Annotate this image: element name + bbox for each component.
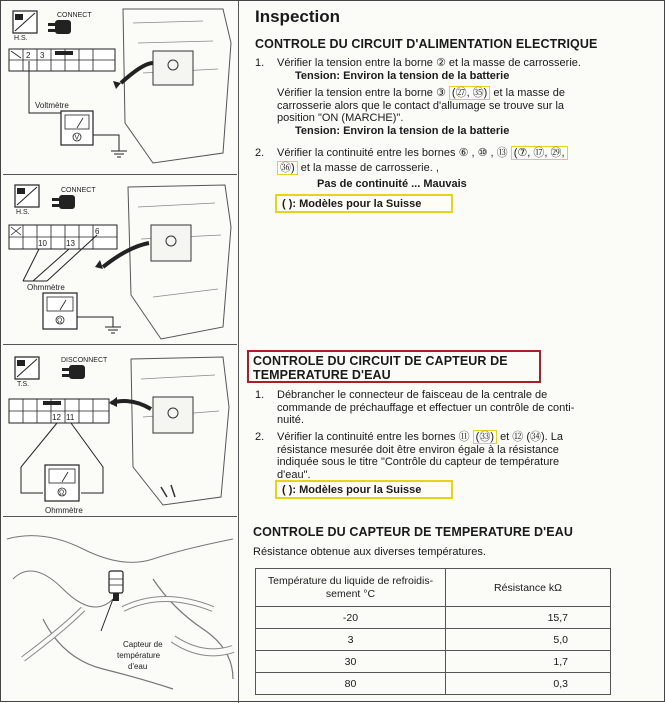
resistance-table <box>255 568 611 695</box>
section-title-box <box>247 350 541 383</box>
step-text: indiquée sous le titre "Contrôle du capteur de température <box>277 456 560 468</box>
header-temperature <box>256 569 446 607</box>
ohmmeter-icon <box>45 465 79 501</box>
step-text <box>277 162 659 175</box>
cell-temperature: 3 <box>256 629 446 651</box>
swiss-note: ( ): Modèles pour la Suisse <box>282 198 422 210</box>
step-text: commande de préchauffage et effectuer un contrôle de conti- <box>277 401 575 414</box>
pin-label: 12 <box>52 413 61 422</box>
ecu-unit <box>151 225 191 261</box>
badge-icon <box>15 185 39 207</box>
swiss-note-box <box>275 480 453 499</box>
connector-plug-icon <box>62 365 85 379</box>
step-text-part: et la masse de <box>493 87 565 99</box>
cell-temperature: 80 <box>256 673 446 695</box>
step-text-part: Vérifier la tension entre la borne ③ <box>277 87 446 99</box>
badge-label: H.S. <box>14 35 28 42</box>
connect-label: CONNECT <box>61 187 96 194</box>
figures-column <box>1 1 239 703</box>
section-title-line: CONTROLE DU CIRCUIT DE CAPTEUR DE <box>253 354 508 368</box>
badge-label: H.S. <box>16 209 30 216</box>
section-title-sensor-check: CONTROLE DU CAPTEUR DE TEMPERATURE D'EAU <box>253 525 573 539</box>
cell-temperature: 30 <box>256 651 446 673</box>
pin-label: 3 <box>40 51 45 60</box>
section-title-line: TEMPERATURE D'EAU <box>253 368 391 382</box>
cell-temperature: -20 <box>256 607 446 629</box>
step-text: position "ON (MARCHE)". <box>277 112 404 124</box>
highlight-terminals: ㊱) <box>277 161 298 175</box>
highlight-terminals: (⑦, ⑰, ㉙, <box>511 146 568 160</box>
step-text <box>277 87 659 100</box>
step-text: carrosserie alors que le contact d'allumage se trouve sur la <box>277 99 565 112</box>
voltmeter-icon <box>61 111 93 145</box>
figure-ohmmeter-sensor <box>3 347 237 517</box>
step-text: d'eau". <box>277 468 311 481</box>
ecu-unit <box>153 51 193 85</box>
table-caption: Résistance obtenue aux diverses températures. <box>253 546 486 558</box>
ohmmeter-icon <box>43 293 77 329</box>
step-item <box>255 389 659 429</box>
badge-icon <box>15 357 39 379</box>
header-text: Température du liquide de refroidis- <box>267 574 434 587</box>
ecu-unit <box>153 397 193 433</box>
step-text <box>277 147 659 160</box>
tension-spec: Tension: Environ la tension de la batterie <box>295 69 510 82</box>
ecu-housing <box>128 185 231 339</box>
pin-label: 2 <box>26 51 31 60</box>
step-text: résistance mesurée doit être environ égale à la résistance <box>277 443 559 456</box>
meter-label: Ohmmètre <box>27 283 65 292</box>
pin-label: 10 <box>38 239 47 248</box>
swiss-note: ( ): Modèles pour la Suisse <box>282 484 422 496</box>
table-row <box>256 673 611 695</box>
figure-voltmeter <box>3 3 237 175</box>
header-resistance: Résistance kΩ <box>446 569 611 607</box>
cell-resistance: 5,0 <box>446 629 611 651</box>
pointer-arrow <box>95 260 103 269</box>
section-title-sensor-circuit <box>249 352 539 382</box>
connector-plug-icon <box>52 195 75 209</box>
step-text-part: et ⑫ (㉞). La <box>500 431 564 443</box>
meter-label: Voltmètre <box>35 101 69 110</box>
step-text: Débrancher le connecteur de faisceau de la centrale de <box>277 389 548 401</box>
table-header-row <box>256 569 611 607</box>
disconnect-label: DISCONNECT <box>61 357 108 364</box>
sensor-label-line2: température <box>117 651 161 660</box>
highlight-terminals: (㉗, ㉟) <box>449 86 490 100</box>
text-column <box>247 1 663 703</box>
svg-text:Ω: Ω <box>59 489 65 497</box>
pointer-arrow <box>109 397 117 407</box>
badge-icon <box>13 11 37 33</box>
svg-text:Ω: Ω <box>57 317 63 325</box>
tension-spec: Tension: Environ la tension de la batterie <box>295 124 510 137</box>
step-text <box>277 431 659 444</box>
connect-label: CONNECT <box>57 12 92 19</box>
cell-resistance: 0,3 <box>446 673 611 695</box>
pin-label: 6 <box>95 227 100 236</box>
header-text: sement °C <box>325 587 376 600</box>
cell-resistance: 1,7 <box>446 651 611 673</box>
connector-plug-icon <box>48 20 71 34</box>
ground-icon <box>111 151 127 157</box>
highlight-terminals: (㉝) <box>473 430 497 444</box>
ground-icon <box>105 327 121 333</box>
page-title: Inspection <box>255 7 341 26</box>
pin-label: 11 <box>66 413 75 422</box>
meter-label: Ohmmètre <box>45 506 83 515</box>
step-item <box>255 57 659 147</box>
figure-sensor-location <box>3 519 237 699</box>
step-number: 1. <box>255 389 265 401</box>
step-number: 1. <box>255 57 265 69</box>
swiss-note-box <box>275 194 453 213</box>
sensor-label-line1: Capteur de <box>123 640 163 649</box>
pointer-arrow <box>113 81 121 89</box>
result-text: Pas de continuité ... Mauvais <box>317 178 467 190</box>
step-text-part: et la masse de carrosserie. , <box>300 161 439 174</box>
step-number: 2. <box>255 147 265 159</box>
table-row <box>256 607 611 629</box>
water-temperature-sensor-icon <box>109 571 123 601</box>
step-number: 2. <box>255 431 265 443</box>
ecu-housing <box>123 9 231 163</box>
step-text: nuité. <box>277 414 304 426</box>
pin-label: 13 <box>66 239 75 248</box>
step-text-part: Vérifier la continuité entre les bornes ⑪ <box>277 431 470 443</box>
svg-text:V: V <box>74 134 80 142</box>
step-text: Vérifier la tension entre la borne ② et la masse de carrosserie. <box>277 57 581 69</box>
sensor-label-line3: d'eau <box>128 662 148 671</box>
badge-label: T.S. <box>17 381 30 388</box>
step-text-part: Vérifier la continuité entre les bornes ⑥ , ⑩ , ⑬ <box>277 147 508 159</box>
section-title-power-circuit: CONTROLE DU CIRCUIT D'ALIMENTATION ELECTRIQUE <box>255 37 598 51</box>
step-item <box>255 431 659 487</box>
table-row <box>256 651 611 673</box>
cell-resistance: 15,7 <box>446 607 611 629</box>
figure-ohmmeter-continuity <box>3 177 237 345</box>
table-row <box>256 629 611 651</box>
